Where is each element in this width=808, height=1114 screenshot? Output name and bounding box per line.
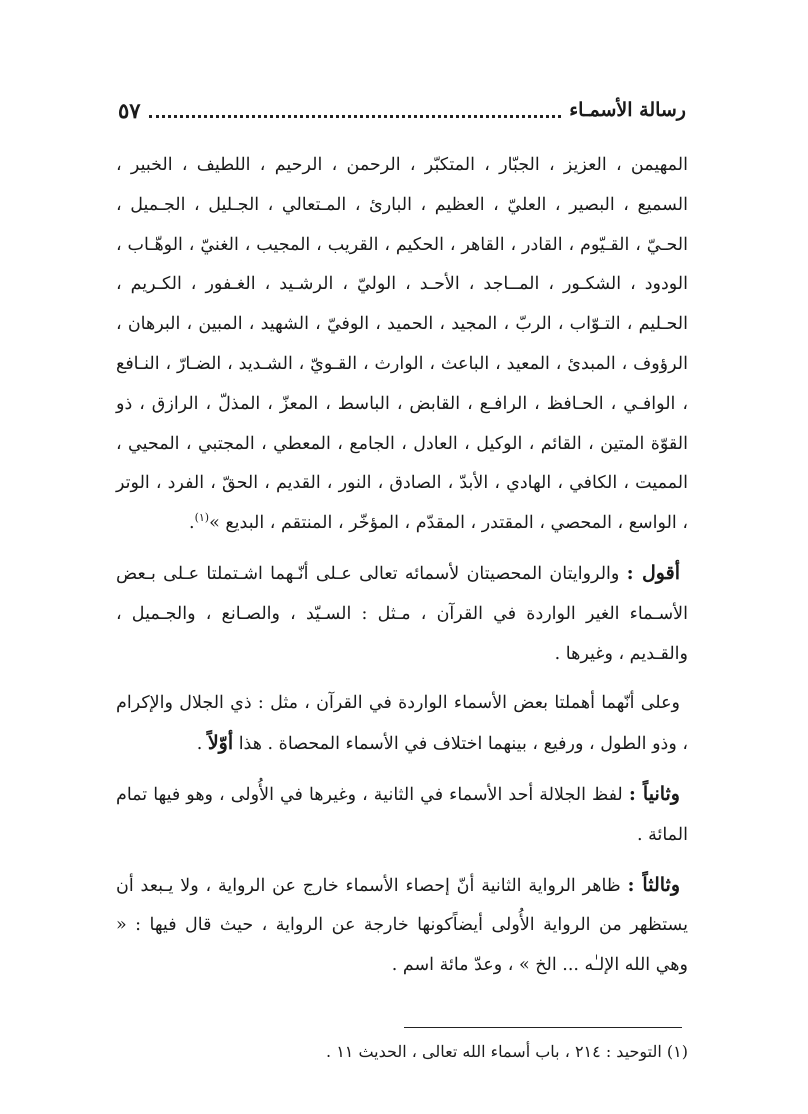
footnote-reference: (١) — [194, 511, 210, 525]
paragraph-thaniyan — [116, 775, 688, 856]
names-line: المهيمن ، العزيز ، الجبّار ، المتكبّر ، الرحمن ، الرحيم ، اللطيف ، الخبير ، السميع ، — [116, 155, 688, 215]
paragraph-text-awwalan: وعلى أنّهما أهملتا بعض الأسماء الواردة في القرآن ، مثل : ذي الجلال والإكرام ، وذو الطول ، ورفيع ، بينهما اختلاف في الأسماء المحصاة . هذا — [116, 693, 688, 755]
names-last-line: المنتقم ، البديع » — [209, 513, 333, 534]
paragraph-awwalan — [116, 684, 688, 765]
paragraph-lead-aqul: أقول : — [626, 561, 680, 584]
names-line: المــاجد ، الأحـد ، الوليّ ، الرشـيد ، الغـفور ، الكـريم ، الحـليم ، التـوّاب ، الربّ ، — [116, 274, 688, 335]
names-line: الجامع ، المعطي ، المجتبي ، المحيي ، المميت ، الكافي ، الهادي ، الأبدّ ، الصادق ، — [116, 433, 688, 494]
paragraph-lead-thalithan: وثالثاً : — [627, 873, 680, 896]
paragraph-text-thalithan: ظاهر الرواية الثانية أنّ إحصاء الأسماء خارج عن الرواية ، ولا يـبعد أن يستظهر من الرواية الأُولى أيضاًكونها خارجة عن الرواية ، حيث قال فيها : « وهي الله الإلـٰه ... الخ » ، وعدّ مائة اسم . — [116, 875, 688, 976]
awwalan-end: . — [196, 734, 208, 755]
page-number: ٥٧ — [118, 97, 141, 123]
names-end-mark: . — [189, 513, 195, 534]
page-body — [116, 146, 688, 986]
names-line: النور ، القديم ، الحقّ ، الفرد ، الوتر ، الواسع ، المحصي ، المقتدر ، المقدّم ، المؤخّر ، — [116, 473, 688, 534]
paragraph-text-aqul: والروايتان المحصيتان لأسمائه تعالى عـلى أنّـهما اشـتملتا عـلى بـعض الأسـماء الغير الواردة في القرآن ، مـثل : السـيّد ، والصـانع ، والجـميل ، والقـديم ، وغيرها . — [116, 563, 688, 664]
names-line: القابض ، الباسط ، المعزّ ، المذلّ ، الرازق ، ذو القوّة المتين ، القائم ، الوكيل ، العادل ، — [116, 393, 688, 454]
names-line: الباعث ، الوارث ، القـويّ ، الشـديد ، الضـارّ ، النـافع ، الوافـي ، الحـافظ ، الرافـع ، — [116, 353, 688, 414]
names-line: البصير ، العليّ ، العظيم ، البارئ ، المـتعالي ، الجـليل ، الجـميل ، الحـيّ ، القـيّوم ، — [116, 194, 688, 255]
paragraph-thalithan — [116, 866, 688, 986]
footnote-separator — [404, 1027, 682, 1028]
paragraph-aqul — [116, 554, 688, 674]
awwalan-marker: أوّلاً — [207, 732, 234, 755]
header-leader-dots — [149, 115, 562, 118]
footnote: (١) التوحيد : ٢١٤ ، باب أسماء الله تعالى ، الحديث ١١ . — [326, 1042, 688, 1061]
names-list-paragraph — [116, 146, 688, 544]
names-line: المجيد ، الحميد ، الوفيّ ، الشهيد ، المبين ، البرهان ، الرؤوف ، المبدئ ، المعيد ، — [116, 314, 688, 374]
names-line: القادر ، القاهر ، الحكيم ، القريب ، المجيب ، الغنيّ ، الوهّـاب ، الودود ، الشكـور ، — [116, 234, 688, 295]
paragraph-text-thaniyan: لفظ الجلالة أحد الأسماء في الثانية ، وغيرها في الأُولى ، وهو فيها تمام المائة . — [116, 784, 688, 845]
running-header — [118, 92, 686, 128]
paragraph-lead-thaniyan: وثانياً : — [628, 782, 680, 805]
header-title: رسالة الأسمـاء — [569, 99, 686, 121]
